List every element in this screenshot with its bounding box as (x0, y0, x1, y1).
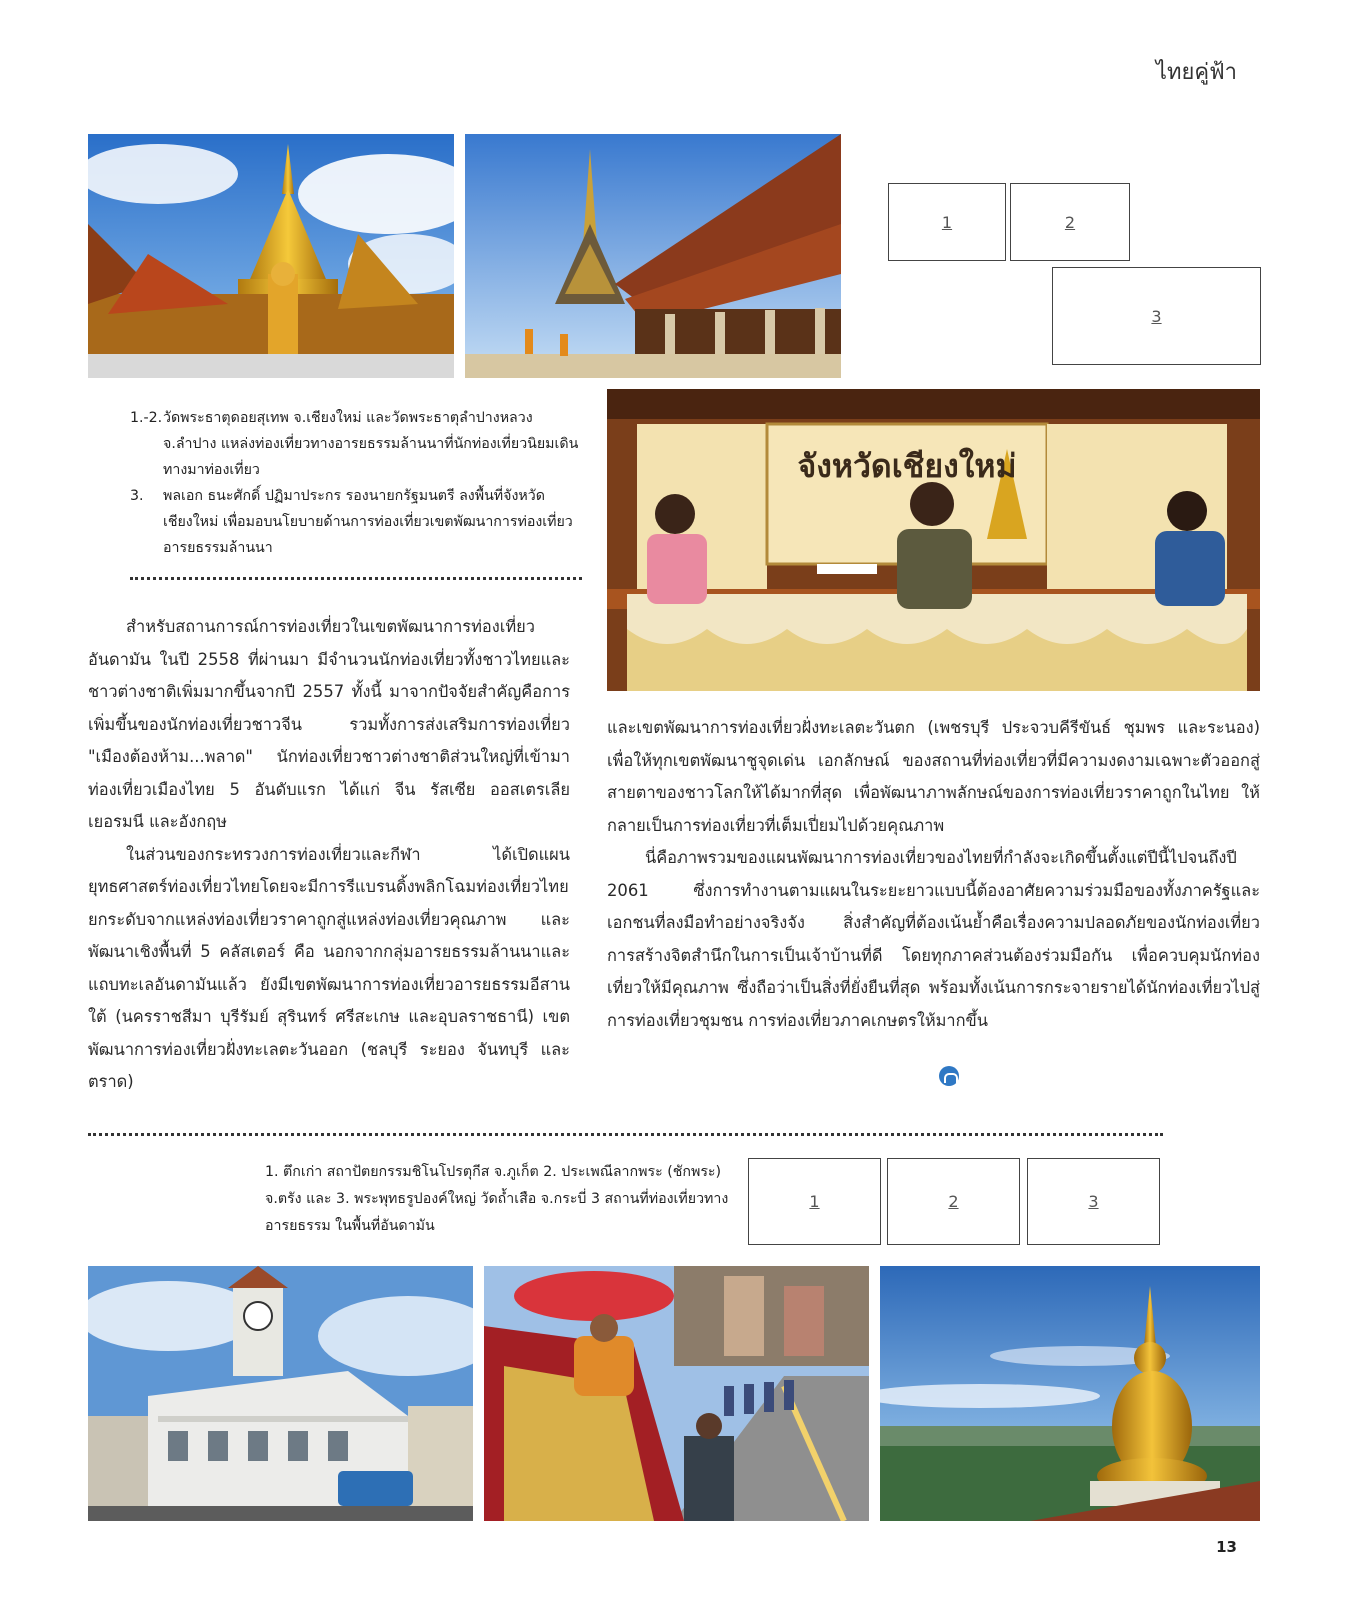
photo-meeting-chiang-mai (607, 389, 1260, 691)
caption-item (130, 405, 582, 483)
caption-number: 1.-2. (130, 410, 163, 426)
body-paragraph: สำหรับสถานการณ์การท่องเที่ยวในเขตพัฒนาการท่องเที่ยวอันดามัน ในปี 2558 ที่ผ่านมา มีจำนวนนักท่องเที่ยวทั้งชาวไทยและชาวต่างชาติเพิ่มมากขึ้นจากปี 2557 ทั้งนี้ มาจากปัจจัยสำคัญคือการเพิ่มขึ้นของนักท่องเที่ยวชาวจีน รวมทั้งการส่งเสริมการท่องเที่ยว "เมืองต้องห้าม...พลาด" นักท่องเที่ยวชาวต่างชาติส่วนใหญ่ที่เข้ามาท่องเที่ยวเมืองไทย 5 อันดับแรก ได้แก่ จีน รัสเซีย ออสเตรเลีย เยอรมนี และอังกฤษ (88, 617, 570, 831)
top-caption (130, 405, 582, 561)
layout-box-3: 3 (1027, 1158, 1160, 1245)
photo-big-buddha-krabi (880, 1266, 1260, 1521)
photo-lampang-luang (465, 134, 841, 378)
body-paragraph: และเขตพัฒนาการท่องเที่ยวฝั่งทะเลตะวันตก (เพชรบุรี ประจวบคีรีขันธ์ ชุมพร และระนอง) เพื่อให้ทุกเขตพัฒนาชูจุดเด่น เอกลักษณ์ ของสถานที่ท่องเที่ยวที่มีความงดงามเฉพาะตัวออกสู่สายตาของชาวโลกให้ได้มากที่สุด เพื่อพัฒนาภาพลักษณ์ของการท่องเที่ยวราคาถูกในไทย ให้กลายเป็นการท่องเที่ยวที่เต็มเปี่ยมไปด้วยคุณภาพ (607, 718, 1260, 835)
bottom-caption: 1. ตึกเก่า สถาปัตยกรรมชิโนโปรตุกีส จ.ภูเก็ต 2. ประเพณีลากพระ (ชักพระ) จ.ตรัง และ 3. พระพุทธรูปองค์ใหญ่ วัดถ้ำเสือ จ.กระบี่ 3 สถานที่ท่องเที่ยวทางอารยธรรม ในพื้นที่อันดามัน (265, 1164, 729, 1234)
meeting-sign-text: จังหวัดเชียงใหม่ (797, 447, 1017, 485)
caption-item (130, 483, 582, 561)
dotted-divider (88, 1133, 1163, 1136)
layout-box-2: 2 (887, 1158, 1020, 1245)
layout-box-2: 2 (1010, 183, 1130, 261)
photo-doi-suthep (88, 134, 454, 378)
right-column (607, 712, 1260, 1037)
layout-box-1: 1 (748, 1158, 881, 1245)
left-column (88, 611, 570, 1099)
layout-box-1: 1 (888, 183, 1006, 261)
caption-text: วัดพระธาตุดอยสุเทพ จ.เชียงใหม่ และวัดพระธาตุลำปางหลวง จ.ลำปาง แหล่งท่องเที่ยวทางอารยธรรมล้านนาที่นักท่องเที่ยวนิยมเดินทางมาท่องเที่ยว (163, 410, 579, 478)
photo-phuket-building (88, 1266, 473, 1521)
page-number: 13 (1216, 1538, 1237, 1556)
section-title: ไทยคู่ฟ้า (1155, 60, 1237, 85)
caption-number: 3. (130, 488, 144, 504)
dotted-divider (130, 577, 582, 580)
body-paragraph: ในส่วนของกระทรวงการท่องเที่ยวและกีฬา ได้เปิดแผนยุทธศาสตร์ท่องเที่ยวไทยโดยจะมีการรีแบรนดิ้งพลิกโฉมท่องเที่ยวไทย ยกระดับจากแหล่งท่องเที่ยวราคาถูกสู่แหล่งท่องเที่ยวคุณภาพ และพัฒนาเชิงพื้นที่ 5 คลัสเตอร์ คือ นอกจากกลุ่มอารยธรรมล้านนาและแถบทะเลอันดามันแล้ว ยังมีเขตพัฒนาการท่องเที่ยวอารยธรรมอีสานใต้ (นครราชสีมา บุรีรัมย์ สุรินทร์ ศรีสะเกษ และอุบลราชธานี) เขตพัฒนาการท่องเที่ยวฝั่งทะเลตะวันออก (ชลบุรี ระยอง จันทบุรี และตราด) (88, 844, 570, 1091)
caption-text: พลเอก ธนะศักดิ์ ปฏิมาประกร รองนายกรัฐมนตรี ลงพื้นที่จังหวัดเชียงใหม่ เพื่อมอบนโยบายด้านการท่องเที่ยวเขตพัฒนาการท่องเที่ยวอารยธรรมล้านนา (163, 488, 573, 556)
layout-box-3: 3 (1052, 267, 1261, 365)
end-mark-logo-icon (939, 1066, 959, 1086)
body-paragraph: นี่คือภาพรวมของแผนพัฒนาการท่องเที่ยวของไทยที่กำลังจะเกิดขึ้นตั้งแต่ปีนี้ไปจนถึงปี 2061 ซึ่งการทำงานตามแผนในระยะยาวแบบนี้ต้องอาศัยความร่วมมือของทั้งภาครัฐและเอกชนที่ลงมือทำอย่างจริงจัง สิ่งสำคัญที่ต้องเน้นย้ำคือเรื่องความปลอดภัยของนักท่องเที่ยว การสร้างจิตสำนึกในการเป็นเจ้าบ้านที่ดี โดยทุกภาคส่วนต้องร่วมมือกัน เพื่อควบคุมนักท่องเที่ยวให้มีคุณภาพ ซึ่งถือว่าเป็นสิ่งที่ยั่งยืนที่สุด พร้อมทั้งเน้นการกระจายรายได้นักท่องเที่ยวไปสู่การท่องเที่ยวชุมชน การท่องเที่ยวภาคเกษตรให้มากขึ้น (607, 848, 1260, 1030)
photo-lak-phra-festival (484, 1266, 869, 1521)
